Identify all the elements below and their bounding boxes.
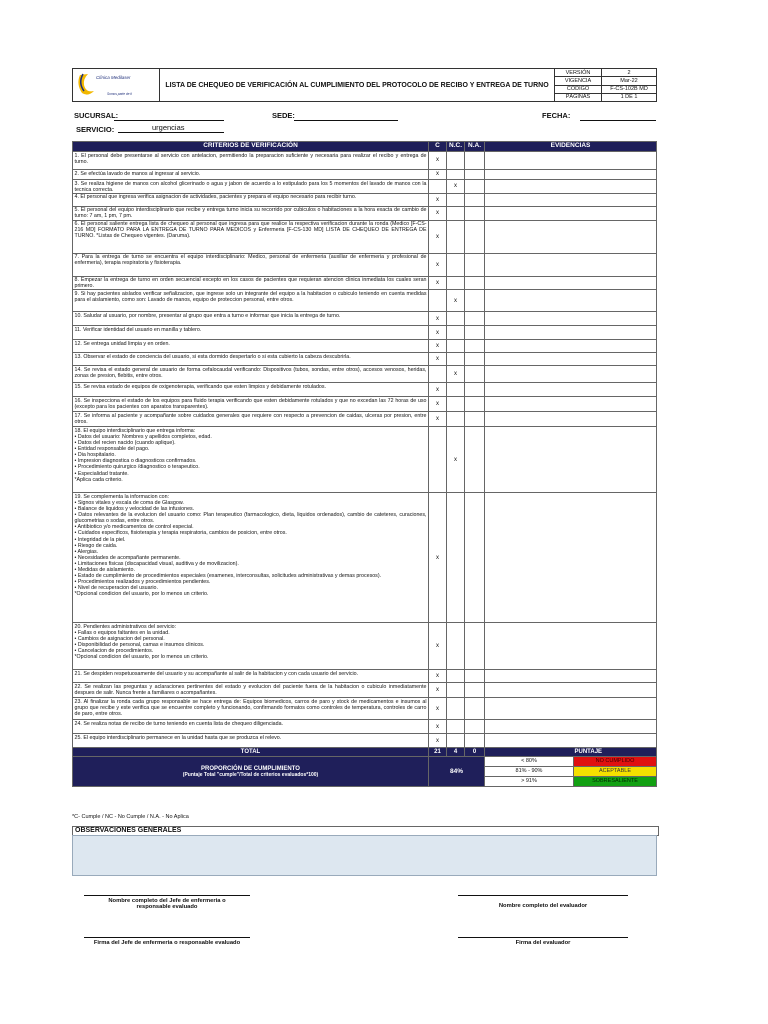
meta-key: VERSIÓN	[555, 69, 602, 77]
proporcion-formula: (Puntaje Total "cumple"/Total de criterios evaluados*100)	[182, 771, 319, 778]
no-aplica-cell[interactable]	[465, 180, 485, 194]
no-cumple-cell[interactable]	[447, 623, 465, 670]
total-na: 0	[465, 748, 485, 757]
criterion-text: 11. Verificar identidad del usuario en manilla y tablero.	[73, 326, 429, 340]
evidencias-cell[interactable]	[485, 397, 657, 412]
cumple-cell[interactable]: x	[429, 670, 447, 683]
criterion-text: 3. Se realiza higiene de manos con alcohol glicerinado o agua y jabon de acuerdo a lo estipulado para los 5 momentos del lavado de manos con la tecnica correcta.	[74, 180, 427, 193]
checklist-row	[73, 220, 657, 253]
observaciones-textarea[interactable]	[72, 835, 657, 876]
evidencias-cell[interactable]	[485, 276, 657, 290]
checklist-row	[73, 193, 657, 206]
checklist-row	[73, 698, 657, 720]
checklist-row	[73, 366, 657, 383]
checklist-row	[73, 312, 657, 326]
cumple-cell[interactable]: x	[429, 698, 447, 720]
evidencias-cell[interactable]	[485, 170, 657, 180]
checklist-row	[73, 623, 657, 670]
evidencias-cell[interactable]	[485, 253, 657, 276]
no-aplica-cell[interactable]	[465, 412, 485, 427]
scale-result-aceptable: ACEPTABLE	[574, 767, 656, 776]
meta-key: PÁGINAS	[555, 93, 602, 101]
no-aplica-cell[interactable]	[465, 290, 485, 312]
criterion-text: 5. El personal del equipo interdisciplinario que recibe y entrega turno inicia su recorrido por cubiculos o habitaciones a la hora exacta de cambio de turno: 7 am, 1 pm, 7 pm.	[74, 207, 427, 220]
evidencias-cell[interactable]	[485, 193, 657, 206]
criterion-text: 1. El personal debe presentarse al servicio con antelacion, permitiendo la preparacion suficiente y necesaria para realizar el recibo y entrega de turno.	[73, 152, 429, 170]
cumple-cell[interactable]: x	[429, 253, 447, 276]
no-cumple-cell[interactable]	[447, 206, 465, 220]
no-aplica-cell[interactable]	[465, 220, 485, 253]
no-cumple-cell[interactable]	[447, 493, 465, 623]
criterion-text: 24. Se realiza notas de recibo de turno teniendo en cuenta lista de chequeo diligenciada.	[73, 720, 429, 734]
checklist-row	[73, 493, 657, 623]
no-cumple-cell[interactable]	[447, 193, 465, 206]
cumple-cell[interactable]: x	[429, 206, 447, 220]
left-name-label: Nombre completo del Jefe de enfermeria o responsable evaluado	[108, 898, 226, 910]
puntaje-label: PUNTAJE	[485, 748, 657, 757]
checklist-row	[73, 326, 657, 340]
checklist-row	[73, 206, 657, 220]
evidencias-cell[interactable]	[485, 206, 657, 220]
checklist-row	[73, 720, 657, 734]
evidencias-header: EVIDENCIAS	[485, 142, 657, 152]
scale-result-sobresaliente: SOBRESALIENTE	[574, 777, 656, 786]
evidencias-cell[interactable]	[485, 340, 657, 353]
cumple-cell[interactable]: x	[429, 193, 447, 206]
no-aplica-cell[interactable]	[465, 353, 485, 366]
no-aplica-cell[interactable]	[465, 340, 485, 353]
signature-line	[84, 895, 250, 896]
nc-header: N.C.	[447, 142, 465, 152]
cumple-cell[interactable]	[429, 427, 447, 493]
scale-range: < 80%	[485, 757, 574, 766]
evidencias-cell[interactable]	[485, 326, 657, 340]
criterion-text: 4. El personal que ingresa verifica asignacion de actividades, pacientes y prepara el equipo necesario para recibir turno.	[73, 193, 429, 206]
scale-cell	[485, 757, 657, 767]
document-header	[72, 68, 657, 102]
meta-value: 1 DE 1	[602, 93, 657, 101]
no-cumple-cell[interactable]	[447, 220, 465, 253]
no-aplica-cell[interactable]	[465, 683, 485, 698]
no-aplica-cell[interactable]	[465, 397, 485, 412]
criterion-text: 7. Para la entrega de turno se encuentra el equipo interdisciplinario: Medico, personal de enfermeria (auxiliar de enfermeria y profesional de enfermeria), terapia respiratoria y fisioterapia.	[73, 253, 429, 276]
logo-cell	[73, 69, 160, 102]
no-cumple-cell[interactable]	[447, 670, 465, 683]
medilaser-logo-icon	[74, 69, 158, 99]
no-cumple-cell[interactable]	[447, 734, 465, 748]
criterion-text: 14. Se revisa el estado general de usuario de forma cefalocaudal verificando: Dispositivos (tubos, sondas, entre otros), accesos venosos, heridas, zonas de presion, flebitis, entre otros.	[73, 366, 429, 383]
no-aplica-cell[interactable]	[465, 720, 485, 734]
no-aplica-cell[interactable]	[465, 312, 485, 326]
no-cumple-cell[interactable]: x	[447, 290, 465, 312]
cumple-cell[interactable]: x	[429, 340, 447, 353]
criterion-text: 12. Se entrega unidad limpia y en orden.	[73, 340, 429, 353]
sucursal-field[interactable]	[114, 110, 224, 121]
cumple-cell[interactable]: x	[429, 412, 447, 427]
checklist-row	[73, 353, 657, 366]
compliance-percentage: 84%	[429, 757, 485, 787]
evidencias-cell[interactable]	[485, 152, 657, 170]
no-cumple-cell[interactable]	[447, 412, 465, 427]
no-cumple-cell[interactable]	[447, 683, 465, 698]
no-cumple-cell[interactable]	[447, 340, 465, 353]
cumple-cell[interactable]: x	[429, 312, 447, 326]
cumple-cell[interactable]: x	[429, 734, 447, 748]
criterion-text: 23. Al finalizar la ronda cada grupo responsable se hace entrega de: Equipos biomedicos, carros de paro y stock de medicamentos e insumos al grupo que recibe y este verifica que se encuentre completo y funcionando, confirmando formatos como controles de temperatura, controles de carro de paro, entre otros.	[73, 698, 429, 720]
signature-line	[458, 895, 628, 896]
right-sign-label: Firma del evaluador	[515, 940, 571, 946]
evidencias-cell[interactable]	[485, 353, 657, 366]
observaciones-label: OBSERVACIONES GENERALES	[72, 826, 659, 836]
no-cumple-cell[interactable]: x	[447, 366, 465, 383]
c-header: C	[429, 142, 447, 152]
no-cumple-cell[interactable]	[447, 276, 465, 290]
no-aplica-cell[interactable]	[465, 206, 485, 220]
sede-field[interactable]	[294, 110, 398, 121]
total-row	[73, 748, 657, 757]
criterion-text: 20. Pendientes administrativos del servicio: • Fallas o equipos faltantes en la unidad. • Cambios de asignacion del personal. • Disponibilidad de personal, camas e insumos clinicos. • Cancelacion de procedimientos. *Opcional condicion del usuario, por lo menos un criterio.	[73, 623, 429, 670]
checklist-row	[73, 412, 657, 427]
legend-note: *C- Cumple / NC - No Cumple / N.A. - No Aplica	[72, 814, 189, 820]
checklist-row	[73, 734, 657, 748]
scale-row	[73, 757, 657, 767]
meta-value: 2	[602, 69, 657, 77]
fecha-field[interactable]	[580, 110, 656, 121]
cumple-cell[interactable]: x	[429, 683, 447, 698]
criterion-text: 21. Se despiden respetuosamente del usuario y su acompañante al salir de la habitacion y con cada usuario del servicio.	[73, 670, 429, 683]
servicio-field[interactable]: urgencias	[118, 123, 224, 133]
criterion-text: 17. Se informa al paciente y acompañante sobre cuidados generales que requiere con respecto a prevencion de caidas, ulceras por presion, entre otros.	[74, 412, 427, 425]
checklist-row	[73, 397, 657, 412]
no-aplica-cell[interactable]	[465, 170, 485, 180]
svg-text:Clínica Medilaser: Clínica Medilaser	[96, 75, 131, 80]
no-aplica-cell[interactable]	[465, 276, 485, 290]
scale-cell	[485, 767, 657, 777]
evidencias-cell[interactable]	[485, 312, 657, 326]
no-cumple-cell[interactable]	[447, 253, 465, 276]
sede-label: SEDE:	[272, 111, 295, 120]
scale-range: > 91%	[485, 777, 574, 786]
cumple-cell[interactable]: x	[429, 276, 447, 290]
criterion-text: 25. El equipo interdisciplinario permanece en la unidad hasta que se produzca el relevo.	[73, 734, 429, 748]
evidencias-cell[interactable]	[485, 427, 657, 493]
checklist-row	[73, 427, 657, 493]
criterion-text: 13. Observar el estado de conciencia del usuario, si esta dormido despertarlo o si esta cubierto la cabeza descubrirla.	[73, 353, 429, 366]
evidencias-cell[interactable]	[485, 383, 657, 397]
no-aplica-cell[interactable]	[465, 670, 485, 683]
evidencias-cell[interactable]	[485, 670, 657, 683]
evidencias-cell[interactable]	[485, 698, 657, 720]
total-c: 21	[429, 748, 447, 757]
proporcion-title: PROPORCIÓN DE CUMPLIMIENTO	[201, 765, 300, 772]
no-aplica-cell[interactable]	[465, 623, 485, 670]
cumple-cell[interactable]: x	[429, 326, 447, 340]
criterion-text: 15. Se revisa estado de equipos de oxigenoterapia, verificando que esten limpios y debidamente rotulados.	[73, 383, 429, 397]
cumple-cell[interactable]	[429, 180, 447, 194]
evidencias-cell[interactable]	[485, 720, 657, 734]
right-name-label: Nombre completo del evaluador	[498, 903, 588, 909]
scale-range: 81% - 90%	[485, 767, 574, 776]
evidencias-cell[interactable]	[485, 683, 657, 698]
cumple-cell[interactable]	[429, 366, 447, 383]
criterios-header: CRITERIOS DE VERIFICACIÓN	[73, 142, 429, 152]
no-cumple-cell[interactable]	[447, 397, 465, 412]
checklist-table	[72, 141, 657, 787]
no-aplica-cell[interactable]	[465, 152, 485, 170]
no-aplica-cell[interactable]	[465, 326, 485, 340]
criterion-text: 18. El equipo interdisciplinario que entrega informa: • Datos del usuario: Nombres y apellidos completos, edad. • Datos del recien nacido (cuando aplique). • Entidad responsable del pago. • Dia hospitalario. • Impresion diagnostica o diagnosticos confirmados. • Procedimiento quirurgico /diagnostico o terapeutico. • Especialidad tratante. *Aplica cada criterio.	[73, 427, 429, 493]
checklist-row	[73, 340, 657, 353]
criterion-text: 6. El personal saliente entrega lista de chequeo al personal que ingresa para que realice la respectiva verificacion durante la ronda (Medico [F-CS-216 MD] FORMATO PARA LA ENTREGA DE TURNO PARA MEDICOS y Enfermeria [F-CS-130 MD] LISTA DE CHEQUEO DE ENTREGA DE TURNO. *Listas de Chequeo vigentes. (Daruma).	[73, 220, 429, 253]
checklist-row	[73, 290, 657, 312]
cumple-cell[interactable]: x	[429, 493, 447, 623]
cumple-cell[interactable]: x	[429, 220, 447, 253]
cumple-cell[interactable]: x	[429, 383, 447, 397]
meta-value: Mar-22	[602, 77, 657, 85]
no-aplica-cell[interactable]	[465, 366, 485, 383]
criterion-text: 19. Se complementa la informacion con: • Signos vitales y escala de coma de Glasgow. • Balance de liquidos y velocidad de las infusiones. • Datos relevantes de la evolucion del usuario como: Plan terapeutico (farmacologico, dieta, liquidos ordenados), cambio de cateteres, curaciones, glucometrias o sodas, entre otros. • Antibiotico y/o medicamentos de control especial. • Cuidados especificos, fisioterapia y terapia respiratoria, cambios de posicion, entre otros. • Integridad de la piel. • Riesgo de caida. • Alergias. • Necesidades de acompañante permanente. • Limitaciones fisicas (discapacidad visual, auditiva y de movilizacion). • Medidas de aislamiento. • Estado de cumplimiento de procedimientos especiales (examenes, interconsultas, solicitudes administrativas y demas procesos). • Procedimientos realizados y procedimientos pendientes. • Nivel de recuperacion del usuario. *Opcional condicion del usuario, por lo menos un criterio.	[73, 493, 429, 623]
criterion-text: 9. Si hay pacientes aislados verificar señalizacion, que ingrese solo un integrante del equipo a la habitacion o cubiculo teniendo en cuenta medidas para el aislamiento, como son: Lavado de manos, equipo de proteccion personal, entre otros.	[73, 290, 429, 312]
evidencias-cell[interactable]	[485, 734, 657, 748]
evidencias-cell[interactable]	[485, 220, 657, 253]
criterion-text: 10. Saludar al usuario, por nombre, presentar al grupo que entra a turno e informar que inicia la entrega de turno.	[73, 312, 429, 326]
checklist-row	[73, 683, 657, 698]
proporcion-cell	[73, 757, 429, 787]
no-cumple-cell[interactable]	[447, 152, 465, 170]
evidencias-cell[interactable]	[485, 180, 657, 194]
cumple-cell[interactable]: x	[429, 397, 447, 412]
checklist-row	[73, 180, 657, 194]
signature-line	[84, 937, 250, 938]
fecha-label: FECHA:	[542, 111, 571, 120]
no-cumple-cell[interactable]	[447, 312, 465, 326]
checklist-row	[73, 152, 657, 170]
no-cumple-cell[interactable]	[447, 383, 465, 397]
evidencias-cell[interactable]	[485, 366, 657, 383]
criterion-text: 16. Se inspecciona el estado de los equipos para fluido terapia verificando que esten debidamente rotulados y que no excedan las 72 horas de uso (excepto para los pacientes con aparatos transparentes).	[74, 397, 427, 410]
criterion-text: 2. Se efectúa lavado de manos al ingresar al servicio.	[73, 170, 429, 180]
scale-cell	[485, 777, 657, 787]
sucursal-label: SUCURSAL:	[74, 111, 119, 120]
evidencias-cell[interactable]	[485, 412, 657, 427]
no-cumple-cell[interactable]	[447, 170, 465, 180]
no-aplica-cell[interactable]	[465, 253, 485, 276]
meta-value: F-CS-102B MD	[602, 85, 657, 93]
total-label: TOTAL	[73, 748, 429, 757]
signature-line	[458, 937, 628, 938]
left-sign-label: Firma del Jefe de enfermeria o responsable evaluado	[93, 940, 241, 946]
evidencias-cell[interactable]	[485, 290, 657, 312]
cumple-cell[interactable]: x	[429, 353, 447, 366]
no-aplica-cell[interactable]	[465, 383, 485, 397]
checklist-row	[73, 276, 657, 290]
checklist-row	[73, 383, 657, 397]
no-cumple-cell[interactable]	[447, 720, 465, 734]
no-aplica-cell[interactable]	[465, 734, 485, 748]
cumple-cell[interactable]: x	[429, 170, 447, 180]
svg-text:Somos parte de ti: Somos parte de ti	[107, 92, 132, 96]
no-cumple-cell[interactable]	[447, 326, 465, 340]
servicio-label: SERVICIO:	[76, 125, 115, 134]
cumple-cell[interactable]: x	[429, 623, 447, 670]
document-title: LISTA DE CHEQUEO DE VERIFICACIÓN AL CUMPLIMIENTO DEL PROTOCOLO DE RECIBO Y ENTREGA DE TURNO	[160, 69, 555, 102]
no-cumple-cell[interactable]	[447, 353, 465, 366]
no-cumple-cell[interactable]: x	[447, 427, 465, 493]
na-header: N.A.	[465, 142, 485, 152]
checklist-row	[73, 670, 657, 683]
checklist-row	[73, 253, 657, 276]
no-aplica-cell[interactable]	[465, 427, 485, 493]
evidencias-cell[interactable]	[485, 493, 657, 623]
no-cumple-cell[interactable]	[447, 698, 465, 720]
cumple-cell[interactable]: x	[429, 720, 447, 734]
cumple-cell[interactable]: x	[429, 152, 447, 170]
no-aplica-cell[interactable]	[465, 698, 485, 720]
criterion-text: 22. Se realizan las preguntas y aclaraciones pertinentes del estado y evolucion del paciente fuera de la habitacion o cubiculo inmediatamente despues de salir. Nunca frente a familiares o acompañantes.	[74, 683, 427, 696]
meta-key: CÓDIGO	[555, 85, 602, 93]
table-header-row	[73, 142, 657, 152]
total-nc: 4	[447, 748, 465, 757]
scale-result-no-cumplido: NO CUMPLIDO	[574, 757, 656, 766]
no-cumple-cell[interactable]: x	[447, 180, 465, 194]
checklist-row	[73, 170, 657, 180]
no-aplica-cell[interactable]	[465, 493, 485, 623]
no-aplica-cell[interactable]	[465, 193, 485, 206]
criterion-text: 8. Empezar la entrega de turno en orden secuencial excepto en los casos de pacientes que requieran atencion clinica inmediata los cuales seran primero.	[74, 277, 427, 290]
meta-key: VIGENCIA	[555, 77, 602, 85]
cumple-cell[interactable]	[429, 290, 447, 312]
evidencias-cell[interactable]	[485, 623, 657, 670]
